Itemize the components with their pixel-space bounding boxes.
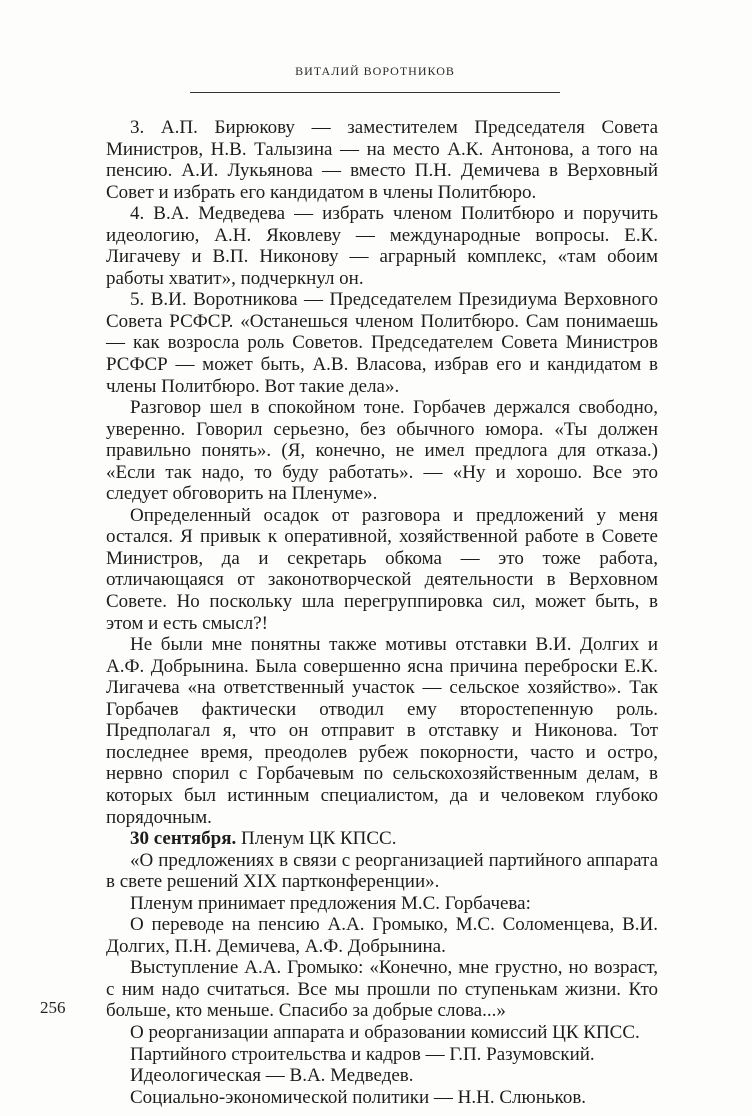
paragraph: Разговор шел в спокойном тоне. Горбачев держался свободно, уверенно. Говорил серьезно, без обычного юмора. «Ты должен правильно понять». (Я, конечно, не имел предлога для отказа.) «Если так надо, то буду работать». — «Ну и хорошо. Все это следует обговорить на Пленуме». [106, 397, 658, 505]
paragraph: О переводе на пенсию А.А. Громыко, М.С. Соломенцева, В.И. Долгих, П.Н. Демичева, А.Ф. Добрынина. [106, 914, 658, 957]
paragraph: Социально-экономической политики — Н.Н. Слюньков. [130, 1086, 587, 1108]
paragraph: «О предложениях в связи с реорганизацией партийного аппарата в свете решений XIX партконференции». [106, 849, 658, 893]
paragraph: 3. А.П. Бирюкову — заместителем Председателя Совета Министров, Н.В. Талызина — на место А.К. Антонова, а того на пенсию. А.И. Лукьянова — вместо П.Н. Демичева в Верховный Совет и избрать его кандидатом в члены Политбюро. [106, 117, 658, 203]
paragraph: Выступление А.А. Громыко: «Конечно, мне грустно, но возраст, с ним надо считаться. Все мы прошли по ступенькам жизни. Кто больше, кто меньше. Спасибо за добрые слова...» [106, 957, 658, 1022]
paragraph: 4. В.А. Медведева — избрать членом Политбюро и поручить идеологию, А.Н. Яковлеву — международные вопросы. Е.К. Лигачеву и В.П. Никонову — аграрный комплекс, «там обоим работы хватит», подчеркнул он. [106, 203, 658, 289]
diary-entry [106, 828, 658, 850]
entry-date: 30 сентября. [130, 828, 237, 850]
running-header: ВИТАЛИЙ ВОРОТНИКОВ [295, 64, 455, 78]
paragraph: Определенный осадок от разговора и предложений у меня остался. Я привык к оперативной, хозяйственной работе в Совете Министров, да и секретарь обкома — это тоже работа, отличающаяся от законотворческой деятельности в Верховном Совете. Но поскольку шла перегруппировка сил, может быть, в этом и есть смысл?! [106, 504, 658, 634]
header-divider [190, 92, 560, 93]
paragraph: 5. В.И. Воротникова — Председателем Президиума Верховного Совета РСФСР. «Останешься членом Политбюро. Сам понимаешь — как возросла роль Советов. Председателем Совета Министров РСФСР — может быть, А.В. Власова, избрав его и кандидатом в члены Политбюро. Вот такие дела». [106, 289, 658, 397]
paragraph: О реорганизации аппарата и образовании комиссий ЦК КПСС. [130, 1021, 640, 1043]
paragraph: Не были мне понятны также мотивы отставки В.И. Долгих и А.Ф. Добрынина. Была совершенно ясна причина переброски Е.К. Лигачева «на ответственный участок — сельское хозяйство». Так Горбачев фактически отводил ему второстепенную роль. Предполагал я, что он отправит в отставку и Никонова. Тот последнее время, преодолев рубеж покорности, часто и остро, нервно спорил с Горбачевым по сельскохозяйственным делам, в которых был истинным специалистом, да и человеком глубоко порядочным. [106, 634, 658, 828]
paragraph: Пленум принимает предложения М.С. Горбачева: [130, 892, 531, 914]
paragraph: Партийного строительства и кадров — Г.П. Разумовский. [130, 1043, 595, 1065]
page-number: 256 [40, 998, 66, 1017]
paragraph: Идеологическая — В.А. Медведев. [130, 1065, 414, 1087]
body-text [106, 117, 658, 1108]
entry-text: Пленум ЦК КПСС. [236, 828, 397, 850]
